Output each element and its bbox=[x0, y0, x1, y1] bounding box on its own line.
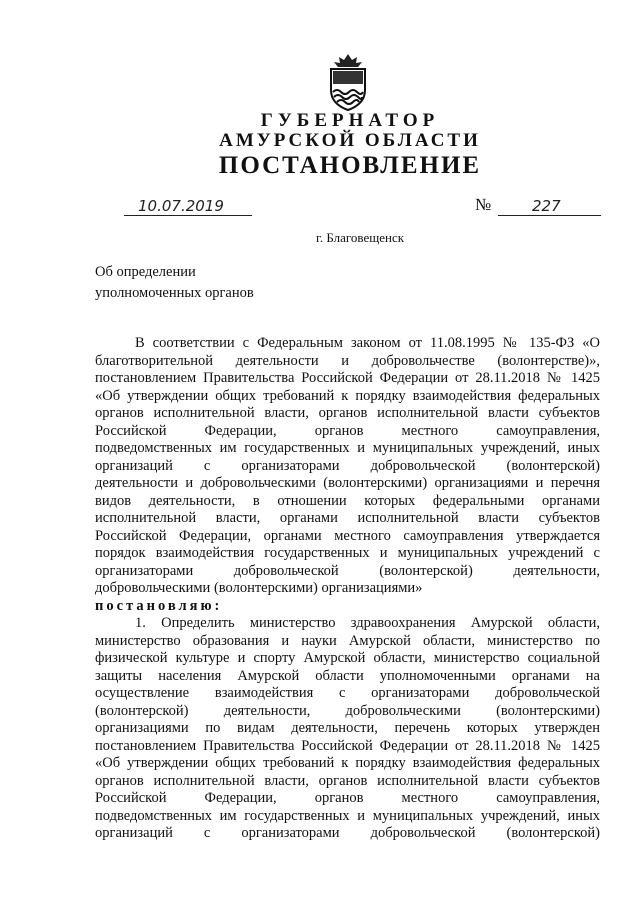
preamble-line: добровольческими (волонтерскими) организациями» bbox=[95, 580, 423, 596]
clause-line: Российской Федерации, органов местного самоуправления, bbox=[95, 790, 600, 806]
clause-line: подведомственных им государственных и муниципальных учреждений, иных bbox=[95, 807, 600, 824]
document-type-title: ПОСТАНОВЛЕНИЕ bbox=[218, 152, 482, 179]
preamble-line: Российской Федерации, органов местного самоуправления, bbox=[95, 422, 600, 439]
clause-line: организаций с организаторами добровольческой (волонтерской) bbox=[95, 825, 600, 841]
preamble-line: подведомственных им государственных и муниципальных учреждений, иных bbox=[95, 440, 600, 456]
preamble-line: Российской Федерации, органами местного самоуправления утверждается bbox=[95, 527, 600, 544]
number-label: № bbox=[475, 195, 492, 214]
preamble-line: организаций с организаторами добровольческой (волонтерской) bbox=[95, 457, 600, 474]
clause-line: «Об утверждении общих требований к порядку взаимодействия федеральных bbox=[95, 755, 600, 771]
document-number: 227 bbox=[498, 197, 601, 216]
preamble-line: исполнительной власти, органами исполнительной власти субъектов bbox=[95, 510, 600, 526]
resolves-heading: постановляю: bbox=[95, 597, 223, 614]
document-subject bbox=[95, 262, 254, 304]
clause-line: физической культуре и спорту Амурской области, министерство социальной bbox=[95, 650, 600, 666]
preamble-line: деятельности и добровольческими (волонтерскими) организациями и перечня bbox=[95, 475, 600, 491]
city-line: г. Благовещенск bbox=[315, 230, 405, 245]
region-title: АМУРСКОЙ ОБЛАСТИ bbox=[219, 130, 481, 151]
subject-line: уполномоченных органов bbox=[95, 285, 254, 301]
clause-line: организациями по видам деятельности, перечень которых утвержден bbox=[95, 720, 600, 736]
clause-line: министерство образования и науки Амурской области, министерство по bbox=[95, 632, 600, 649]
clause-line: защиты населения Амурской области уполномоченными органами на bbox=[95, 667, 600, 684]
amur-region-emblem-icon bbox=[323, 52, 373, 112]
preamble-line: порядок взаимодействия государственных и муниципальных учреждений с bbox=[95, 545, 600, 561]
preamble-line: благотворительной деятельности и добровольчестве (волонтерстве)», bbox=[95, 352, 600, 369]
clause-line: 1. Определить министерство здравоохранения Амурской области, bbox=[135, 615, 600, 631]
clause-line: (волонтерской) деятельности, добровольческими (волонтерскими) bbox=[95, 702, 600, 719]
governor-title: ГУБЕРНАТОР bbox=[260, 110, 440, 131]
clause-line: постановлением Правительства Российской Федерации от 28.11.2018 № 1425 bbox=[95, 737, 600, 754]
preamble-line: организаторами добровольческой (волонтерской) деятельности, bbox=[95, 562, 600, 579]
preamble-line: «Об утверждении общих требований к порядку взаимодействия федеральных bbox=[95, 387, 600, 404]
document-body bbox=[95, 335, 600, 843]
preamble-line: видов деятельности, в отношении которых федеральными органами bbox=[95, 492, 600, 509]
preamble-line: В соответствии с Федеральным законом от 11.08.1995 № 135-ФЗ «О bbox=[135, 335, 600, 351]
document-date: 10.07.2019 bbox=[124, 197, 252, 216]
preamble-line: постановлением Правительства Российской Федерации от 28.11.2018 № 1425 bbox=[95, 370, 600, 386]
subject-line: Об определении bbox=[95, 264, 196, 280]
clause-line: органов исполнительной власти, органов исполнительной власти субъектов bbox=[95, 772, 600, 789]
clause-line: осуществление взаимодействия с организаторами добровольческой bbox=[95, 685, 600, 701]
preamble-line: органов исполнительной власти, органов исполнительной власти субъектов bbox=[95, 405, 600, 421]
